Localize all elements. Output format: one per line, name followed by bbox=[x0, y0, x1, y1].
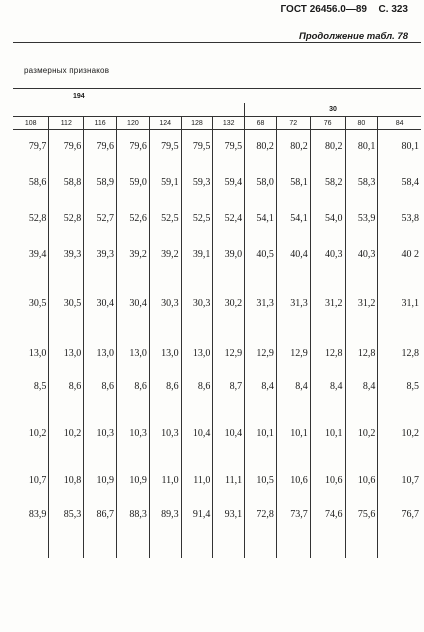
table-cell: 53,8 bbox=[378, 199, 421, 237]
table-cell: 10,6 bbox=[345, 465, 378, 495]
table-cell: 39,2 bbox=[117, 237, 150, 271]
column-header: 116 bbox=[84, 117, 117, 130]
table-bottom-spacer bbox=[13, 534, 421, 558]
table-cell: 79,5 bbox=[213, 126, 245, 166]
table-cell: 12,9 bbox=[245, 336, 277, 371]
table-cell: 39,1 bbox=[181, 237, 213, 271]
table-cell: 10,4 bbox=[213, 402, 245, 465]
column-header: 124 bbox=[149, 117, 181, 130]
table-cell: 30,3 bbox=[149, 271, 181, 336]
table-cell: 12,9 bbox=[276, 336, 310, 371]
table-cell: 8,6 bbox=[149, 371, 181, 402]
table-cell: 58,9 bbox=[84, 166, 117, 199]
table-cell: 13,0 bbox=[181, 336, 213, 371]
table-cell: 12,8 bbox=[345, 336, 378, 371]
table-cell: 52,8 bbox=[49, 199, 84, 237]
table-cell: 89,3 bbox=[149, 495, 181, 534]
column-header: 128 bbox=[181, 117, 213, 130]
table-cell: 52,4 bbox=[213, 199, 245, 237]
table-cell: 8,6 bbox=[117, 371, 150, 402]
table-cell: 13,0 bbox=[84, 336, 117, 371]
table-cell: 8,5 bbox=[33, 381, 47, 392]
table-cell: 12,9 bbox=[213, 336, 245, 371]
table-cell: 8,6 bbox=[181, 371, 213, 402]
table-cell: 10,2 bbox=[28, 428, 47, 439]
table-cell: 13,0 bbox=[28, 348, 47, 359]
table-cell: 31,2 bbox=[345, 271, 378, 336]
table-cell: 39,4 bbox=[28, 248, 47, 260]
table-cell: 12,8 bbox=[310, 336, 345, 371]
table-cell: 40 2 bbox=[378, 237, 421, 271]
column-header: 84 bbox=[378, 117, 421, 130]
table-cell: 10,7 bbox=[28, 474, 47, 486]
table-subtitle: размерных признаков bbox=[24, 66, 110, 75]
table-cell: 85,3 bbox=[49, 495, 84, 534]
table-cell: 8,4 bbox=[345, 371, 378, 402]
table-row bbox=[13, 271, 421, 336]
table-cell: 10,8 bbox=[49, 465, 84, 495]
table-cell: 10,3 bbox=[117, 402, 150, 465]
table-cell: 40,3 bbox=[310, 237, 345, 271]
table-cell: 72,8 bbox=[245, 495, 277, 534]
table-cell: 40,3 bbox=[345, 237, 378, 271]
header-rule bbox=[13, 42, 421, 43]
table-cell: 8,6 bbox=[84, 371, 117, 402]
table-cell: 30,5 bbox=[28, 298, 47, 309]
table-row bbox=[13, 402, 421, 465]
table-cell: 52,5 bbox=[181, 199, 213, 237]
table-cell: 10,2 bbox=[345, 402, 378, 465]
table-cell: 59,1 bbox=[149, 166, 181, 199]
table-cell: 13,0 bbox=[117, 336, 150, 371]
table-row bbox=[13, 166, 421, 199]
table-cell: 91,4 bbox=[181, 495, 213, 534]
table-cell: 13,0 bbox=[49, 336, 84, 371]
table-cell: 39,0 bbox=[213, 237, 245, 271]
table-cell: 10,1 bbox=[310, 402, 345, 465]
table-cell: 39,3 bbox=[84, 237, 117, 271]
table-row bbox=[13, 371, 421, 402]
table-cell: 10,4 bbox=[181, 402, 213, 465]
group-label-194: 194 bbox=[13, 89, 421, 104]
table-cell: 79,6 bbox=[84, 126, 117, 166]
table-cell: 59,0 bbox=[117, 166, 150, 199]
table-cell: 52,5 bbox=[149, 199, 181, 237]
table-cell: 10,2 bbox=[49, 402, 84, 465]
table-cell: 54,1 bbox=[276, 199, 310, 237]
table-cell: 52,6 bbox=[117, 199, 150, 237]
table-cell: 74,6 bbox=[310, 495, 345, 534]
table-cell: 93,1 bbox=[213, 495, 245, 534]
table-cell: 8,4 bbox=[276, 371, 310, 402]
table-cell: 83,9 bbox=[28, 509, 47, 520]
table-cell: 30,4 bbox=[84, 271, 117, 336]
table-cell: 10,9 bbox=[84, 465, 117, 495]
table-cell: 30,3 bbox=[181, 271, 213, 336]
table-cell: 80,1 bbox=[345, 126, 378, 166]
table-cell: 10,1 bbox=[276, 402, 310, 465]
table-row bbox=[13, 199, 421, 237]
table-cell: 30,2 bbox=[213, 271, 245, 336]
table-cell: 52,8 bbox=[28, 212, 47, 224]
column-header: 68 bbox=[245, 117, 277, 130]
table-cell: 79,6 bbox=[49, 126, 84, 166]
table-row bbox=[13, 126, 421, 166]
table-cell: 10,3 bbox=[149, 402, 181, 465]
table-cell: 80,2 bbox=[310, 126, 345, 166]
table-cell: 59,3 bbox=[181, 166, 213, 199]
page-prefix: С. bbox=[378, 4, 389, 15]
table-cell: 76,7 bbox=[378, 495, 421, 534]
table-cell: 54,0 bbox=[310, 199, 345, 237]
table-cell: 30,5 bbox=[49, 271, 84, 336]
table-cell: 10,5 bbox=[245, 465, 277, 495]
page-header bbox=[281, 4, 408, 15]
table-cell: 10,1 bbox=[245, 402, 277, 465]
column-header: 120 bbox=[117, 117, 150, 130]
table-row bbox=[13, 336, 421, 371]
column-header: 112 bbox=[49, 117, 84, 130]
table-row bbox=[13, 495, 421, 534]
table-cell: 86,7 bbox=[84, 495, 117, 534]
table-cell: 39,2 bbox=[149, 237, 181, 271]
standard-code: ГОСТ 26456.0—89 bbox=[280, 4, 367, 15]
table-cell: 12,8 bbox=[378, 336, 421, 371]
column-header: 76 bbox=[310, 117, 345, 130]
table-cell: 88,3 bbox=[117, 495, 150, 534]
table-cell: 10,3 bbox=[84, 402, 117, 465]
column-header: 80 bbox=[345, 117, 378, 130]
table-cell: 58,0 bbox=[245, 166, 277, 199]
table-cell: 10,2 bbox=[378, 402, 421, 465]
table-cell: 58,8 bbox=[49, 166, 84, 199]
table-cell: 52,7 bbox=[84, 199, 117, 237]
table-cell: 8,7 bbox=[213, 371, 245, 402]
table-cell: 79,5 bbox=[149, 126, 181, 166]
table-cell: 11,0 bbox=[181, 465, 213, 495]
table-cell: 53,9 bbox=[345, 199, 378, 237]
group-label-30: 30 bbox=[245, 103, 421, 117]
data-table bbox=[13, 126, 421, 558]
table-cell: 80,2 bbox=[276, 126, 310, 166]
table-cell: 13,0 bbox=[149, 336, 181, 371]
table-cell: 39,3 bbox=[49, 237, 84, 271]
table-cell: 54,1 bbox=[245, 199, 277, 237]
table-cell: 79,6 bbox=[117, 126, 150, 166]
page-number: 323 bbox=[391, 4, 408, 15]
table-cell: 31,3 bbox=[276, 271, 310, 336]
table-cell: 58,2 bbox=[310, 166, 345, 199]
table-cell: 8,6 bbox=[49, 371, 84, 402]
table-cell: 31,3 bbox=[245, 271, 277, 336]
table-cell: 58,6 bbox=[28, 177, 47, 188]
table-cell: 8,4 bbox=[310, 371, 345, 402]
table-cell: 73,7 bbox=[276, 495, 310, 534]
table-cell: 10,9 bbox=[117, 465, 150, 495]
table-row bbox=[13, 465, 421, 495]
table-cell: 75,6 bbox=[345, 495, 378, 534]
table-cell: 80,2 bbox=[245, 126, 277, 166]
table-cell: 58,3 bbox=[345, 166, 378, 199]
table-cell: 79,5 bbox=[181, 126, 213, 166]
table-cell: 10,6 bbox=[310, 465, 345, 495]
table-cell: 11,0 bbox=[149, 465, 181, 495]
column-header: 132 bbox=[213, 117, 245, 130]
column-header: 72 bbox=[276, 117, 310, 130]
table-cell: 30,4 bbox=[117, 271, 150, 336]
table-cell: 80,1 bbox=[378, 126, 421, 166]
table-row bbox=[13, 237, 421, 271]
table-cell: 59,4 bbox=[213, 166, 245, 199]
table-header bbox=[13, 88, 421, 130]
table-cell: 40,4 bbox=[276, 237, 310, 271]
table-cell: 8,4 bbox=[245, 371, 277, 402]
column-header: 108 bbox=[13, 117, 49, 130]
table-cell: 40,5 bbox=[245, 237, 277, 271]
table-cell: 79,7 bbox=[28, 140, 47, 152]
table-cell: 31,2 bbox=[310, 271, 345, 336]
table-cell: 58,1 bbox=[276, 166, 310, 199]
table-continuation-label: Продолжение табл. 78 bbox=[298, 31, 408, 42]
table-cell: 10,6 bbox=[276, 465, 310, 495]
table-cell: 10,7 bbox=[378, 465, 421, 495]
table-cell: 58,4 bbox=[378, 166, 421, 199]
table-cell: 11,1 bbox=[213, 465, 245, 495]
table-cell: 8,5 bbox=[378, 371, 421, 402]
table-cell: 31,1 bbox=[378, 271, 421, 336]
